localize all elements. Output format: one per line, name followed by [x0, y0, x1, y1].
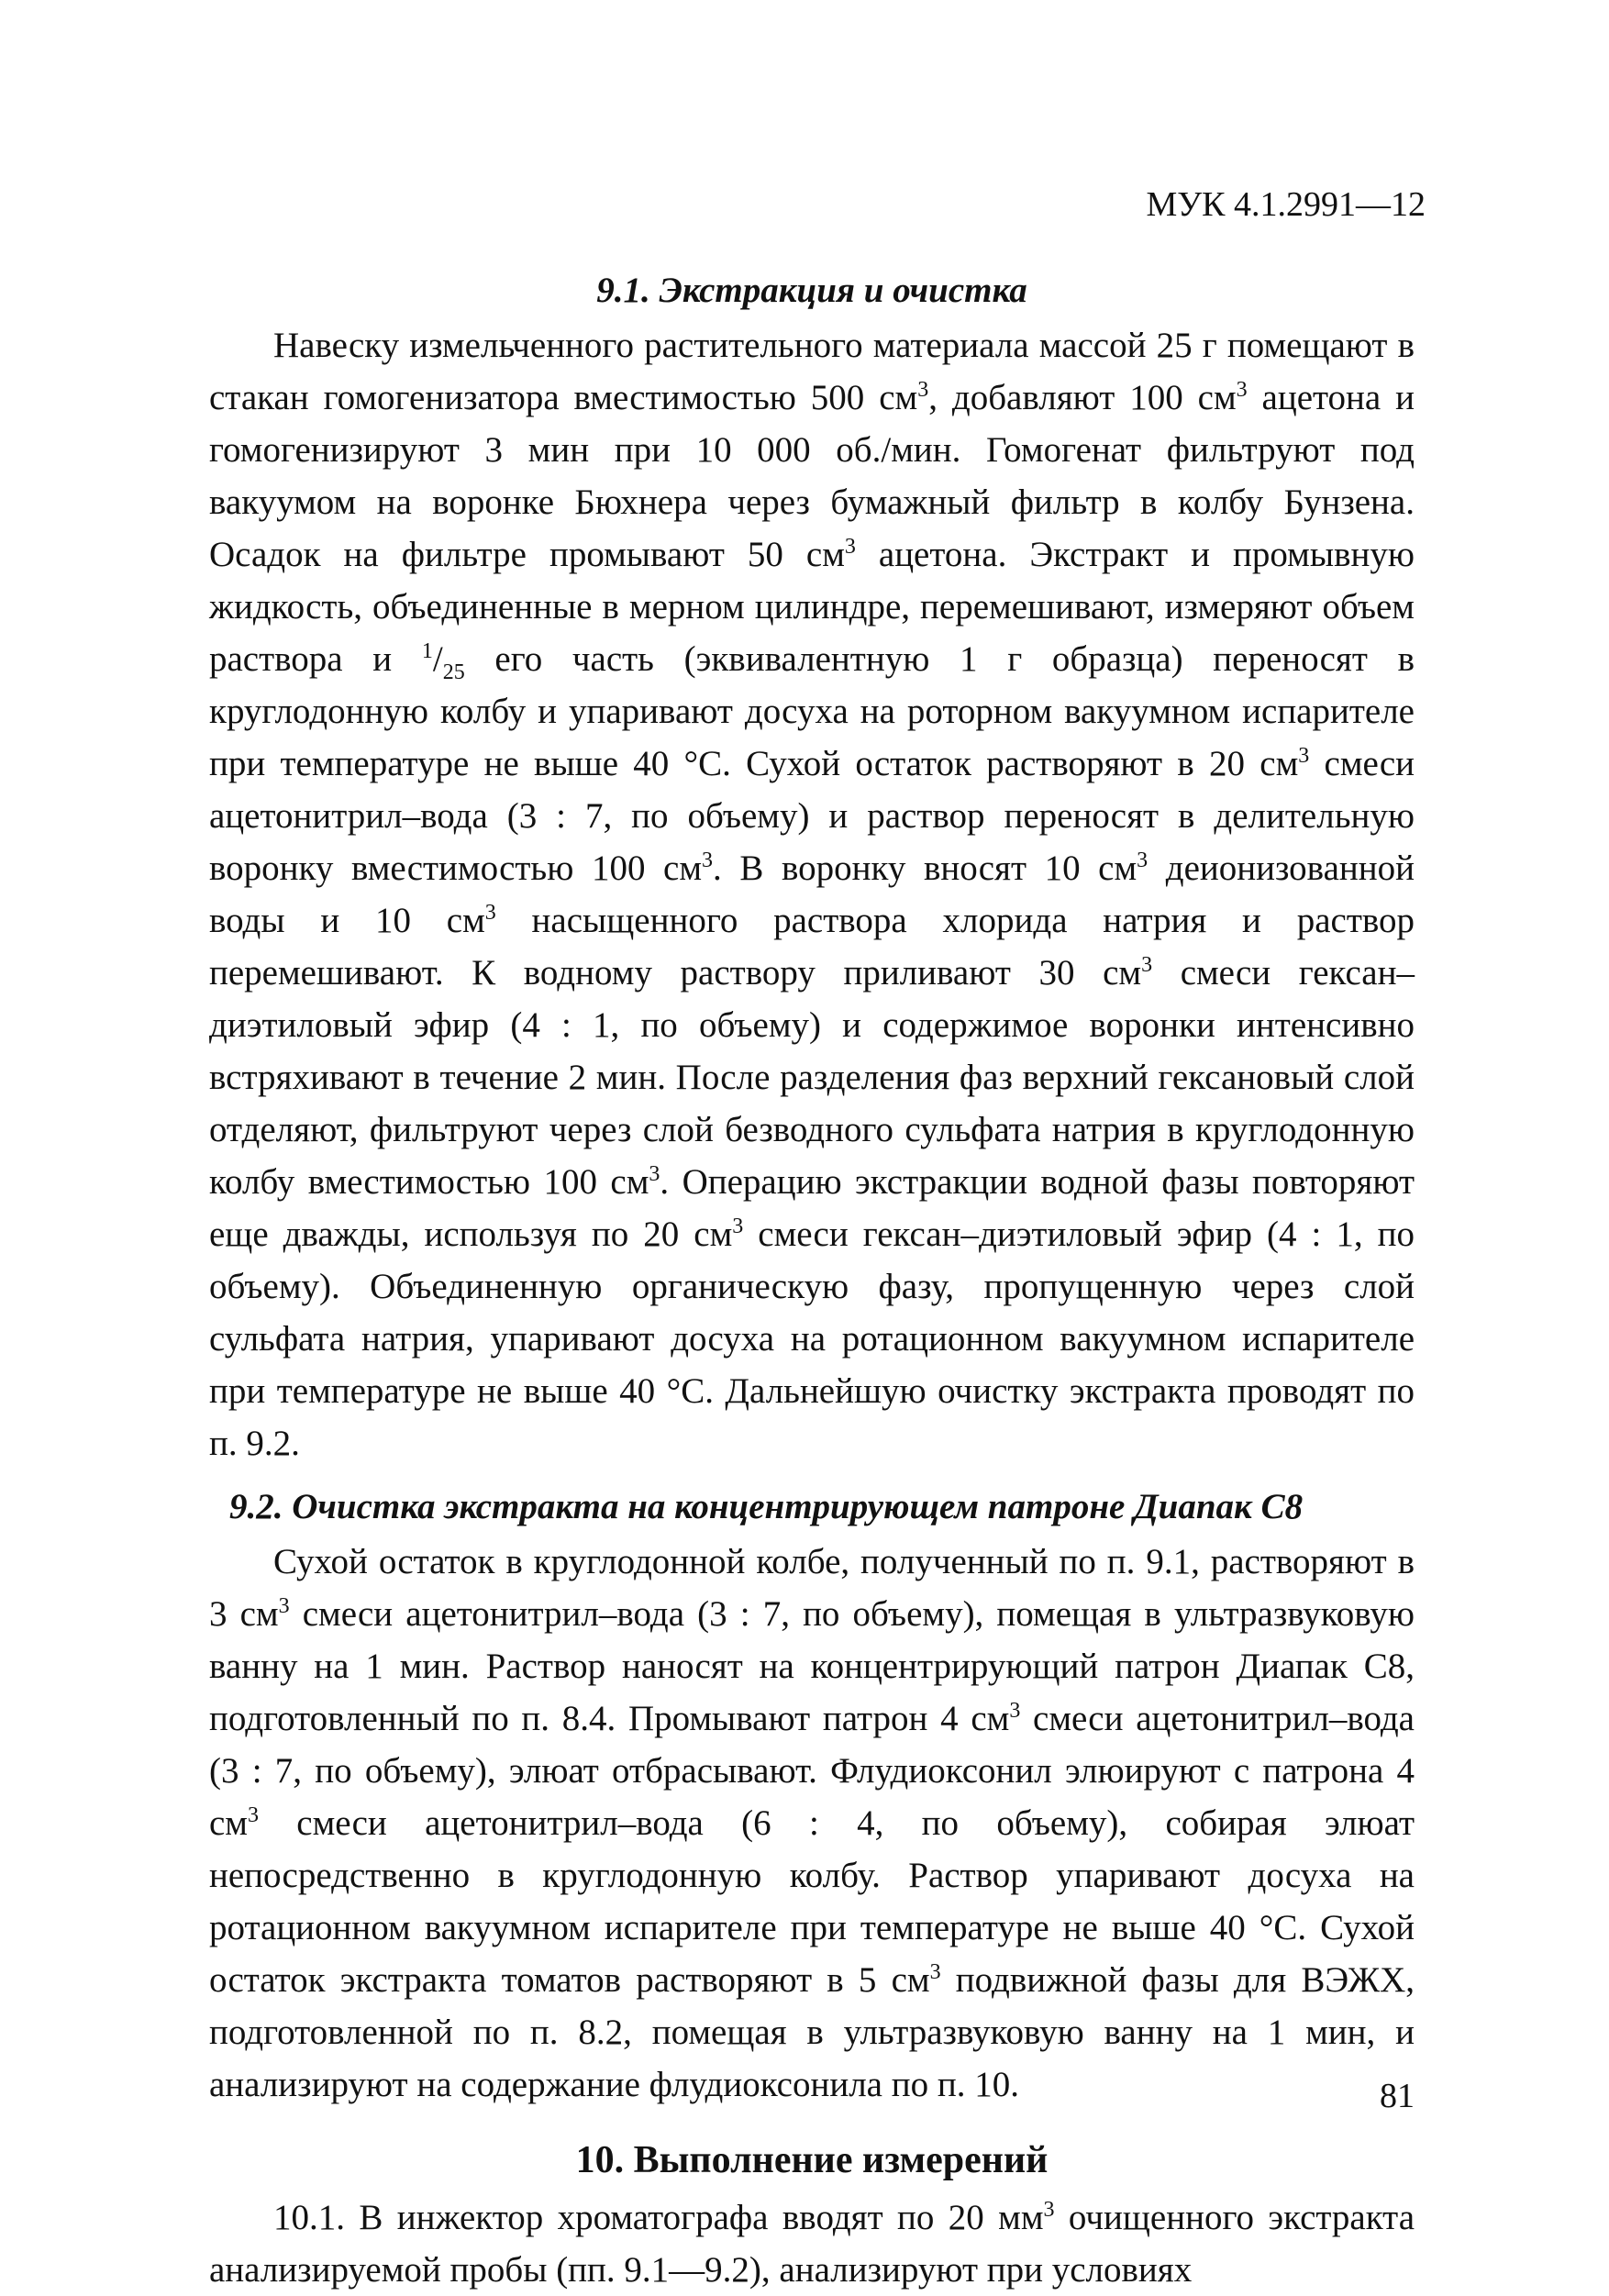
superscript: 3: [1141, 953, 1153, 977]
page-number: 81: [1380, 2077, 1415, 2115]
section-9-2-paragraph: Сухой остаток в круглодонной колбе, полученный по п. 9.1, растворяют в 3 $см^3$ смеси ацетонитрил–вода (3 : 7, по объему), помещая в ультразвуковую ванну на 1 мин. Раствор наносят на концентрирующий патрон Диапак С8, подготовленный по п. 8.4. Промывают патрон 4 $см^3$ смеси ацетонитрил–вода (3 : 7, по объему), элюат отбрасывают. Флудиоксонил элюируют с патрона 4 $см^3$ смеси ацетонитрил–вода (6 : 4, по объему), собирая элюат непосредственно в круглодонную колбу. Раствор упаривают досуха на ротационном вакуумном испарителе при температуре не выше 40 °С. Сухой остаток экстракта томатов растворяют в 5 $см^3$ подвижной фазы для ВЭЖХ, подготовленной по п. 8.2, помещая в ультразвуковую ванну на 1 мин, и анализируют на содержание флудиоксонила по п. 10.: [209, 1542, 1415, 2104]
section-9-1-paragraph: Навеску измельченного растительного материала массой 25 г помещают в стакан гомогенизатора вместимостью 500 $см^3$, добавляют 100 $см^3$ ацетона и гомогенизируют 3 мин при 10 000 об./мин. Гомогенат фильтруют под вакуумом на воронке Бюхнера через бумажный фильтр в колбу Бунзена. Осадок на фильтре промывают 50 $см^3$ ацетона. Экстракт и промывную жидкость, объединенные в мерном цилиндре, перемешивают, измеряют объем раствора и $^1/_{25}$ его часть (эквивалентную 1 г образца) переносят в круглодонную колбу и упаривают досуха на роторном вакуумном испарителе при температуре не выше 40 °С. Сухой остаток растворяют в 20 $см^3$ смеси ацетонитрил–вода (3 : 7, по объему) и раствор переносят в делительную воронку вместимостью 100 $см^3$. В воронку вносят 10 $см^3$ деионизованной воды и 10 $см^3$ насыщенного раствора хлорида натрия и раствор перемешивают. К водному раствору приливают 30 $см^3$ смеси гексан–диэтиловый эфир (4 : 1, по объему) и содержимое воронки интенсивно встряхивают в течение 2 мин. После разделения фаз верхний гексановый слой отделяют, фильтруют через слой безводного сульфата натрия в круглодонную колбу вместимостью 100 $см^3$. Операцию экстракции водной фазы повторяют еще дважды, используя по 20 $см^3$ смеси гексан–диэтиловый эфир (4 : 1, по объему). Объединенную органическую фазу, пропущенную через слой сульфата натрия, упаривают досуха на ротационном вакуумном испарителе при температуре не выше 40 °С. Дальнейшую очистку экстракта проводят по п. 9.2.: [209, 326, 1415, 1463]
fraction-numerator: 1: [421, 639, 433, 663]
section-9-1-title: 9.1. Экстракция и очистка: [596, 271, 1027, 310]
superscript: 3: [1137, 849, 1148, 872]
document-code: МУК 4.1.2991—12: [1146, 185, 1426, 224]
superscript: 3: [248, 1803, 259, 1827]
superscript: 3: [917, 378, 929, 402]
superscript: 3: [1043, 2198, 1055, 2222]
section-10-paragraph: 10.1. В инжектор хроматографа вводят по 20 $мм^3$ очищенного экстракта анализируемой пробы (пп. 9.1—9.2), анализируют при условиях: [209, 2198, 1415, 2290]
page-content: [209, 266, 1415, 2296]
superscript: 3: [649, 1162, 660, 1186]
superscript: 3: [278, 1594, 290, 1618]
section-9-2-title: 9.2. Очистка экстракта на концентрирующем патроне Диапак С8: [229, 1487, 1304, 1526]
superscript: 3: [702, 849, 714, 872]
superscript: 3: [1298, 744, 1310, 768]
fraction-denominator: 25: [442, 660, 465, 684]
superscript: 3: [844, 535, 856, 559]
superscript: 3: [484, 901, 496, 925]
superscript: 3: [929, 1960, 941, 1984]
section-10-title: 10. Выполнение измерений: [575, 2139, 1049, 2181]
superscript: 3: [1236, 378, 1248, 402]
superscript: 3: [1009, 1699, 1021, 1723]
superscript: 3: [732, 1215, 744, 1238]
